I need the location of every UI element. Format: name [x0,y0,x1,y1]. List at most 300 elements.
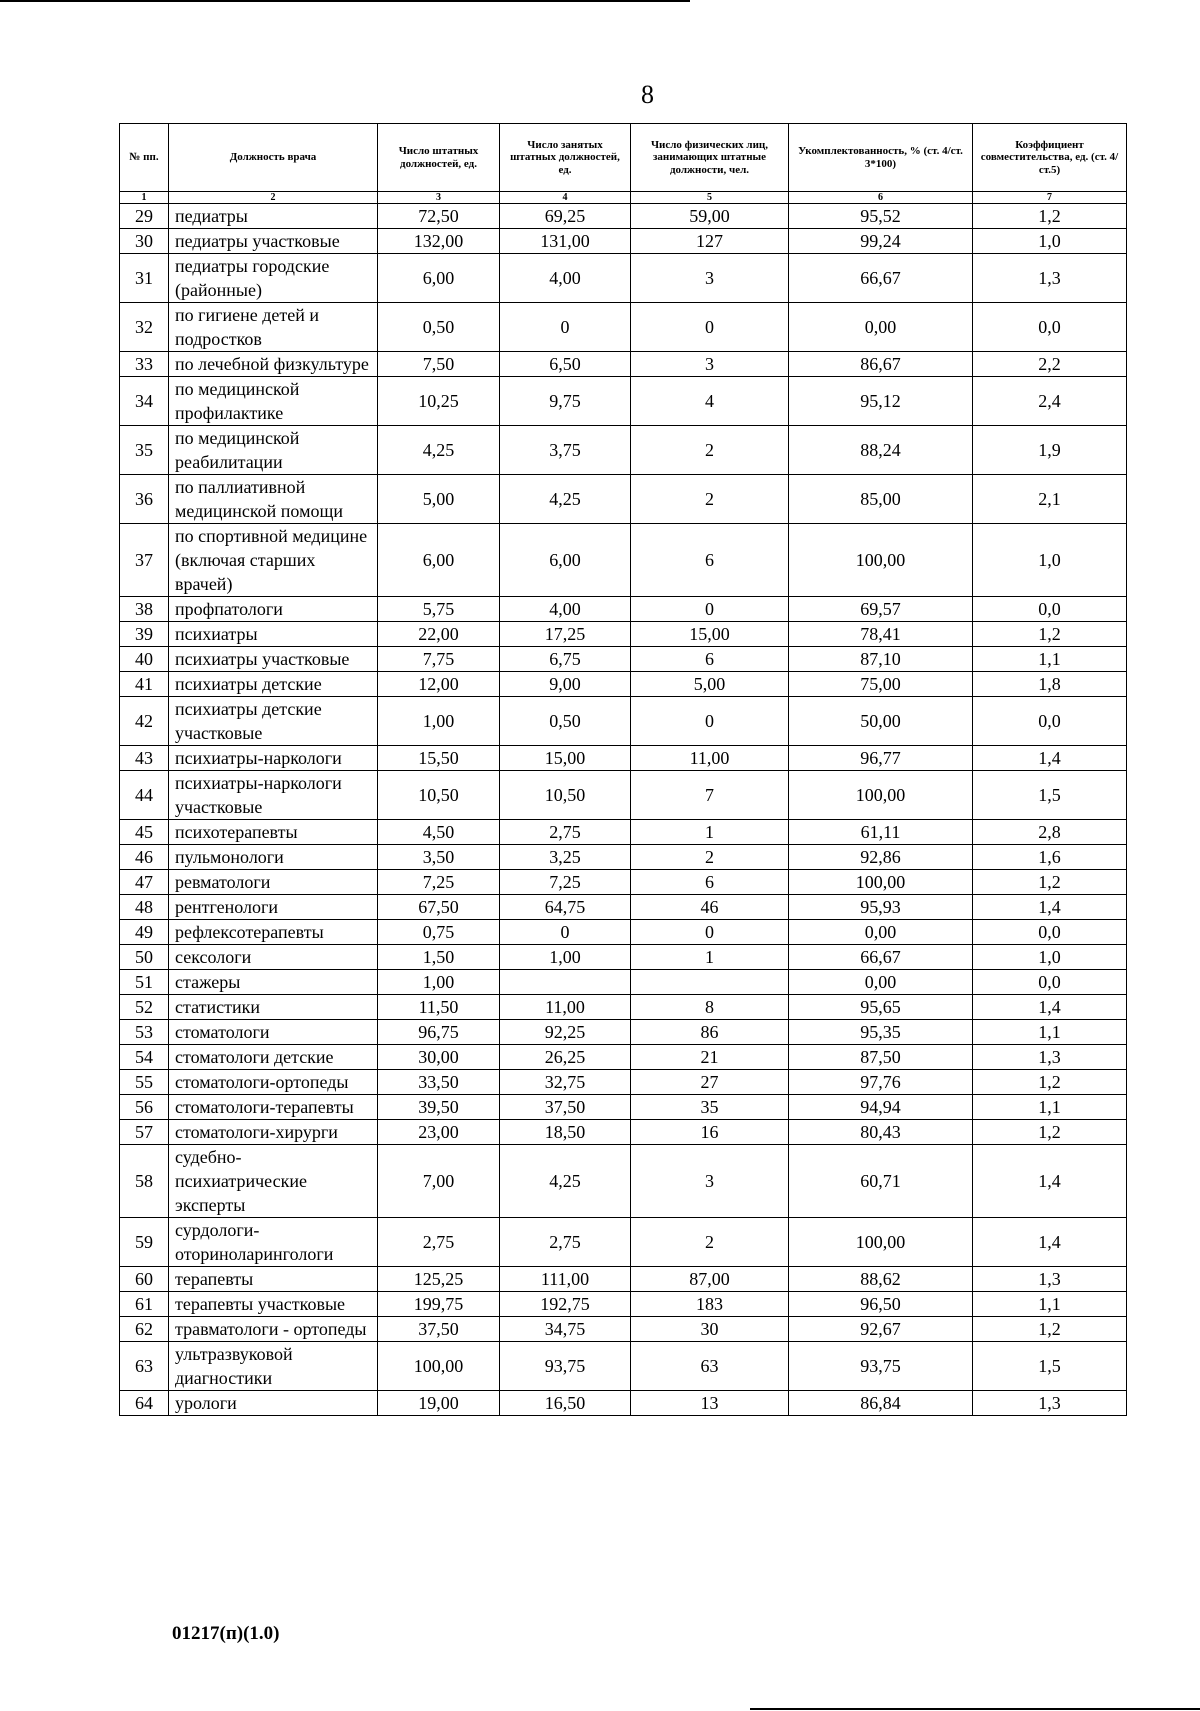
staffing-percent-cell: 100,00 [789,1218,973,1267]
staff-positions-cell: 1,00 [378,697,500,746]
combination-coefficient-cell: 1,2 [973,1070,1127,1095]
staff-positions-cell: 4,25 [378,426,500,475]
combination-coefficient-cell: 1,0 [973,229,1127,254]
occupied-positions-cell: 32,75 [500,1070,631,1095]
occupied-positions-cell: 0 [500,303,631,352]
staff-positions-cell: 100,00 [378,1342,500,1391]
individuals-cell: 183 [631,1292,789,1317]
combination-coefficient-cell: 1,4 [973,746,1127,771]
individuals-cell: 6 [631,870,789,895]
individuals-cell: 3 [631,352,789,377]
individuals-cell: 5,00 [631,672,789,697]
row-number-cell: 46 [120,845,169,870]
combination-coefficient-cell: 0,0 [973,597,1127,622]
header-cell: Должность врача [169,124,378,192]
table-row [120,697,1127,746]
column-number-cell: 7 [973,192,1127,204]
staffing-percent-cell: 92,86 [789,845,973,870]
occupied-positions-cell: 4,00 [500,597,631,622]
position-name-cell: рентгенологи [169,895,378,920]
page-number: 8 [641,80,654,109]
staff-positions-cell: 199,75 [378,1292,500,1317]
position-name-cell: психотерапевты [169,820,378,845]
column-number-row [120,192,1127,204]
occupied-positions-cell: 69,25 [500,204,631,229]
row-number-cell: 34 [120,377,169,426]
position-name-cell: сексологи [169,945,378,970]
position-name-cell: по паллиативной медицинской помощи [169,475,378,524]
position-name-cell: урологи [169,1391,378,1416]
row-number-cell: 54 [120,1045,169,1070]
individuals-cell: 30 [631,1317,789,1342]
column-number-cell: 5 [631,192,789,204]
row-number-cell: 35 [120,426,169,475]
occupied-positions-cell: 92,25 [500,1020,631,1045]
combination-coefficient-cell: 1,0 [973,945,1127,970]
combination-coefficient-cell: 0,0 [973,970,1127,995]
individuals-cell: 63 [631,1342,789,1391]
staff-positions-cell: 12,00 [378,672,500,697]
table-row [120,204,1127,229]
combination-coefficient-cell: 1,3 [973,1267,1127,1292]
table-row [120,820,1127,845]
row-number-cell: 45 [120,820,169,845]
staffing-percent-cell: 69,57 [789,597,973,622]
position-name-cell: стоматологи-терапевты [169,1095,378,1120]
staff-positions-cell: 7,25 [378,870,500,895]
position-name-cell: психиатры-наркологи [169,746,378,771]
position-name-cell: психиатры детские [169,672,378,697]
combination-coefficient-cell: 1,4 [973,1145,1127,1218]
staffing-percent-cell: 86,84 [789,1391,973,1416]
position-name-cell: статистики [169,995,378,1020]
table-row [120,303,1127,352]
occupied-positions-cell: 10,50 [500,771,631,820]
occupied-positions-cell: 64,75 [500,895,631,920]
staff-positions-cell: 23,00 [378,1120,500,1145]
table-row [120,895,1127,920]
position-name-cell: терапевты участковые [169,1292,378,1317]
occupied-positions-cell: 16,50 [500,1391,631,1416]
header-cell: Число штатных должностей, ед. [378,124,500,192]
staffing-percent-cell: 66,67 [789,254,973,303]
staffing-percent-cell: 0,00 [789,920,973,945]
table-row [120,254,1127,303]
row-number-cell: 63 [120,1342,169,1391]
table-row [120,746,1127,771]
individuals-cell: 87,00 [631,1267,789,1292]
row-number-cell: 29 [120,204,169,229]
occupied-positions-cell: 0,50 [500,697,631,746]
staff-positions-cell: 10,50 [378,771,500,820]
occupied-positions-cell: 3,75 [500,426,631,475]
table-row [120,1145,1127,1218]
occupied-positions-cell: 192,75 [500,1292,631,1317]
table-row [120,597,1127,622]
individuals-cell: 21 [631,1045,789,1070]
combination-coefficient-cell: 1,8 [973,672,1127,697]
staffing-percent-cell: 87,50 [789,1045,973,1070]
combination-coefficient-cell: 1,6 [973,845,1127,870]
occupied-positions-cell: 6,75 [500,647,631,672]
staff-positions-cell: 125,25 [378,1267,500,1292]
staff-positions-cell: 2,75 [378,1218,500,1267]
staff-positions-cell: 132,00 [378,229,500,254]
staffing-table [119,123,1127,1416]
position-name-cell: по спортивной медицине (включая старших врачей) [169,524,378,597]
position-name-cell: стажеры [169,970,378,995]
column-number-cell: 6 [789,192,973,204]
row-number-cell: 58 [120,1145,169,1218]
position-name-cell: стоматологи-ортопеды [169,1070,378,1095]
staffing-percent-cell: 61,11 [789,820,973,845]
occupied-positions-cell: 4,25 [500,1145,631,1218]
staffing-percent-cell: 100,00 [789,771,973,820]
combination-coefficient-cell: 1,1 [973,1292,1127,1317]
occupied-positions-cell [500,970,631,995]
occupied-positions-cell: 131,00 [500,229,631,254]
staff-positions-cell: 3,50 [378,845,500,870]
staff-positions-cell: 15,50 [378,746,500,771]
individuals-cell: 46 [631,895,789,920]
row-number-cell: 32 [120,303,169,352]
staffing-percent-cell: 0,00 [789,303,973,352]
table-row [120,1267,1127,1292]
position-name-cell: стоматологи-хирурги [169,1120,378,1145]
individuals-cell: 59,00 [631,204,789,229]
position-name-cell: травматологи - ортопеды [169,1317,378,1342]
staff-positions-cell: 19,00 [378,1391,500,1416]
combination-coefficient-cell: 1,5 [973,1342,1127,1391]
row-number-cell: 48 [120,895,169,920]
staffing-percent-cell: 88,24 [789,426,973,475]
header-row [120,124,1127,192]
individuals-cell: 0 [631,697,789,746]
individuals-cell: 0 [631,303,789,352]
individuals-cell: 2 [631,1218,789,1267]
staff-positions-cell: 22,00 [378,622,500,647]
individuals-cell: 8 [631,995,789,1020]
table-row [120,845,1127,870]
staffing-percent-cell: 95,65 [789,995,973,1020]
staffing-percent-cell: 95,12 [789,377,973,426]
position-name-cell: психиатры-наркологи участковые [169,771,378,820]
row-number-cell: 44 [120,771,169,820]
occupied-positions-cell: 17,25 [500,622,631,647]
occupied-positions-cell: 11,00 [500,995,631,1020]
staffing-percent-cell: 95,52 [789,204,973,229]
position-name-cell: стоматологи [169,1020,378,1045]
staffing-percent-cell: 85,00 [789,475,973,524]
table-row [120,1045,1127,1070]
header-cell: Число занятых штатных должностей, ед. [500,124,631,192]
staff-positions-cell: 11,50 [378,995,500,1020]
table-row [120,426,1127,475]
staff-positions-cell: 6,00 [378,254,500,303]
table-row [120,1020,1127,1045]
table-row [120,647,1127,672]
table-row [120,622,1127,647]
combination-coefficient-cell: 1,2 [973,870,1127,895]
staffing-percent-cell: 100,00 [789,524,973,597]
combination-coefficient-cell: 1,1 [973,647,1127,672]
staffing-percent-cell: 99,24 [789,229,973,254]
individuals-cell [631,970,789,995]
staff-positions-cell: 4,50 [378,820,500,845]
combination-coefficient-cell: 1,2 [973,204,1127,229]
header-cell: Коэффициент совместительства, ед. (ст. 4/ст.5) [973,124,1127,192]
staffing-percent-cell: 96,77 [789,746,973,771]
position-name-cell: по медицинской реабилитации [169,426,378,475]
position-name-cell: терапевты [169,1267,378,1292]
staffing-percent-cell: 60,71 [789,1145,973,1218]
position-name-cell: ультразвуковой диагностики [169,1342,378,1391]
staff-positions-cell: 1,00 [378,970,500,995]
row-number-cell: 30 [120,229,169,254]
position-name-cell: психиатры детские участковые [169,697,378,746]
row-number-cell: 62 [120,1317,169,1342]
combination-coefficient-cell: 1,1 [973,1020,1127,1045]
staff-positions-cell: 7,50 [378,352,500,377]
table-row [120,920,1127,945]
row-number-cell: 42 [120,697,169,746]
occupied-positions-cell: 111,00 [500,1267,631,1292]
occupied-positions-cell: 34,75 [500,1317,631,1342]
row-number-cell: 36 [120,475,169,524]
row-number-cell: 56 [120,1095,169,1120]
occupied-positions-cell: 93,75 [500,1342,631,1391]
individuals-cell: 86 [631,1020,789,1045]
occupied-positions-cell: 4,00 [500,254,631,303]
table-body [120,204,1127,1416]
table-row [120,1391,1127,1416]
combination-coefficient-cell: 2,1 [973,475,1127,524]
position-name-cell: сурдологи-оториноларингологи [169,1218,378,1267]
position-name-cell: по гигиене детей и подростков [169,303,378,352]
occupied-positions-cell: 26,25 [500,1045,631,1070]
occupied-positions-cell: 2,75 [500,1218,631,1267]
row-number-cell: 31 [120,254,169,303]
table-row [120,1292,1127,1317]
position-name-cell: профпатологи [169,597,378,622]
staffing-percent-cell: 97,76 [789,1070,973,1095]
table-row [120,1342,1127,1391]
staffing-percent-cell: 86,67 [789,352,973,377]
staffing-percent-cell: 94,94 [789,1095,973,1120]
occupied-positions-cell: 18,50 [500,1120,631,1145]
staffing-percent-cell: 92,67 [789,1317,973,1342]
staffing-percent-cell: 93,75 [789,1342,973,1391]
staffing-percent-cell: 66,67 [789,945,973,970]
occupied-positions-cell: 2,75 [500,820,631,845]
table-row [120,352,1127,377]
table-row [120,970,1127,995]
combination-coefficient-cell: 1,5 [973,771,1127,820]
staff-positions-cell: 96,75 [378,1020,500,1045]
table-row [120,1317,1127,1342]
row-number-cell: 41 [120,672,169,697]
individuals-cell: 2 [631,845,789,870]
staffing-percent-cell: 100,00 [789,870,973,895]
staff-positions-cell: 1,50 [378,945,500,970]
staffing-percent-cell: 0,00 [789,970,973,995]
table-row [120,229,1127,254]
combination-coefficient-cell: 1,2 [973,622,1127,647]
occupied-positions-cell: 1,00 [500,945,631,970]
position-name-cell: педиатры городские (районные) [169,254,378,303]
row-number-cell: 55 [120,1070,169,1095]
table-row [120,1218,1127,1267]
position-name-cell: педиатры [169,204,378,229]
table-row [120,377,1127,426]
combination-coefficient-cell: 2,8 [973,820,1127,845]
header-cell: Укомплектованность, % (ст. 4/ст. 3*100) [789,124,973,192]
table-row [120,672,1127,697]
individuals-cell: 35 [631,1095,789,1120]
individuals-cell: 15,00 [631,622,789,647]
individuals-cell: 6 [631,647,789,672]
table-row [120,870,1127,895]
position-name-cell: психиатры [169,622,378,647]
combination-coefficient-cell: 2,2 [973,352,1127,377]
row-number-cell: 64 [120,1391,169,1416]
individuals-cell: 127 [631,229,789,254]
scan-edge-line-bottom [750,1708,1200,1710]
individuals-cell: 4 [631,377,789,426]
staff-positions-cell: 10,25 [378,377,500,426]
combination-coefficient-cell: 1,3 [973,1045,1127,1070]
occupied-positions-cell: 6,00 [500,524,631,597]
position-name-cell: по лечебной физкультуре [169,352,378,377]
occupied-positions-cell: 37,50 [500,1095,631,1120]
individuals-cell: 1 [631,820,789,845]
row-number-cell: 49 [120,920,169,945]
staff-positions-cell: 5,75 [378,597,500,622]
staff-positions-cell: 7,00 [378,1145,500,1218]
combination-coefficient-cell: 2,4 [973,377,1127,426]
position-name-cell: ревматологи [169,870,378,895]
combination-coefficient-cell: 1,2 [973,1120,1127,1145]
row-number-cell: 61 [120,1292,169,1317]
combination-coefficient-cell: 1,4 [973,1218,1127,1267]
occupied-positions-cell: 0 [500,920,631,945]
staffing-percent-cell: 50,00 [789,697,973,746]
combination-coefficient-cell: 0,0 [973,303,1127,352]
combination-coefficient-cell: 1,0 [973,524,1127,597]
row-number-cell: 37 [120,524,169,597]
position-name-cell: по медицинской профилактике [169,377,378,426]
table-row [120,475,1127,524]
occupied-positions-cell: 3,25 [500,845,631,870]
staff-positions-cell: 67,50 [378,895,500,920]
staff-positions-cell: 7,75 [378,647,500,672]
position-name-cell: психиатры участковые [169,647,378,672]
combination-coefficient-cell: 1,1 [973,1095,1127,1120]
header-cell: Число физических лиц, занимающих штатные должности, чел. [631,124,789,192]
individuals-cell: 2 [631,475,789,524]
row-number-cell: 60 [120,1267,169,1292]
staffing-percent-cell: 75,00 [789,672,973,697]
staffing-percent-cell: 78,41 [789,622,973,647]
row-number-cell: 39 [120,622,169,647]
scan-edge-line-top [0,0,690,2]
position-name-cell: стоматологи детские [169,1045,378,1070]
column-number-cell: 3 [378,192,500,204]
individuals-cell: 3 [631,254,789,303]
individuals-cell: 0 [631,597,789,622]
occupied-positions-cell: 7,25 [500,870,631,895]
position-name-cell: пульмонологи [169,845,378,870]
individuals-cell: 16 [631,1120,789,1145]
combination-coefficient-cell: 1,4 [973,895,1127,920]
staffing-percent-cell: 96,50 [789,1292,973,1317]
combination-coefficient-cell: 1,4 [973,995,1127,1020]
individuals-cell: 27 [631,1070,789,1095]
header-cell: № пп. [120,124,169,192]
individuals-cell: 7 [631,771,789,820]
staff-positions-cell: 5,00 [378,475,500,524]
combination-coefficient-cell: 0,0 [973,920,1127,945]
staff-positions-cell: 0,75 [378,920,500,945]
row-number-cell: 57 [120,1120,169,1145]
occupied-positions-cell: 6,50 [500,352,631,377]
combination-coefficient-cell: 0,0 [973,697,1127,746]
row-number-cell: 50 [120,945,169,970]
table-row [120,995,1127,1020]
staff-positions-cell: 6,00 [378,524,500,597]
row-number-cell: 52 [120,995,169,1020]
occupied-positions-cell: 9,00 [500,672,631,697]
individuals-cell: 11,00 [631,746,789,771]
staffing-percent-cell: 95,35 [789,1020,973,1045]
table-row [120,771,1127,820]
staff-positions-cell: 33,50 [378,1070,500,1095]
position-name-cell: рефлексотерапевты [169,920,378,945]
combination-coefficient-cell: 1,3 [973,254,1127,303]
staffing-percent-cell: 87,10 [789,647,973,672]
row-number-cell: 43 [120,746,169,771]
column-number-cell: 4 [500,192,631,204]
individuals-cell: 6 [631,524,789,597]
table-row [120,945,1127,970]
document-code: 01217(п)(1.0) [172,1623,280,1644]
row-number-cell: 38 [120,597,169,622]
individuals-cell: 0 [631,920,789,945]
table-row [120,1120,1127,1145]
row-number-cell: 53 [120,1020,169,1045]
row-number-cell: 33 [120,352,169,377]
row-number-cell: 47 [120,870,169,895]
staff-positions-cell: 30,00 [378,1045,500,1070]
staff-positions-cell: 37,50 [378,1317,500,1342]
table-row [120,1095,1127,1120]
combination-coefficient-cell: 1,2 [973,1317,1127,1342]
staff-positions-cell: 72,50 [378,204,500,229]
combination-coefficient-cell: 1,9 [973,426,1127,475]
staffing-percent-cell: 88,62 [789,1267,973,1292]
individuals-cell: 1 [631,945,789,970]
table-row [120,524,1127,597]
staff-positions-cell: 39,50 [378,1095,500,1120]
individuals-cell: 3 [631,1145,789,1218]
occupied-positions-cell: 15,00 [500,746,631,771]
column-number-cell: 2 [169,192,378,204]
staffing-percent-cell: 80,43 [789,1120,973,1145]
individuals-cell: 2 [631,426,789,475]
staffing-percent-cell: 95,93 [789,895,973,920]
column-number-cell: 1 [120,192,169,204]
row-number-cell: 59 [120,1218,169,1267]
